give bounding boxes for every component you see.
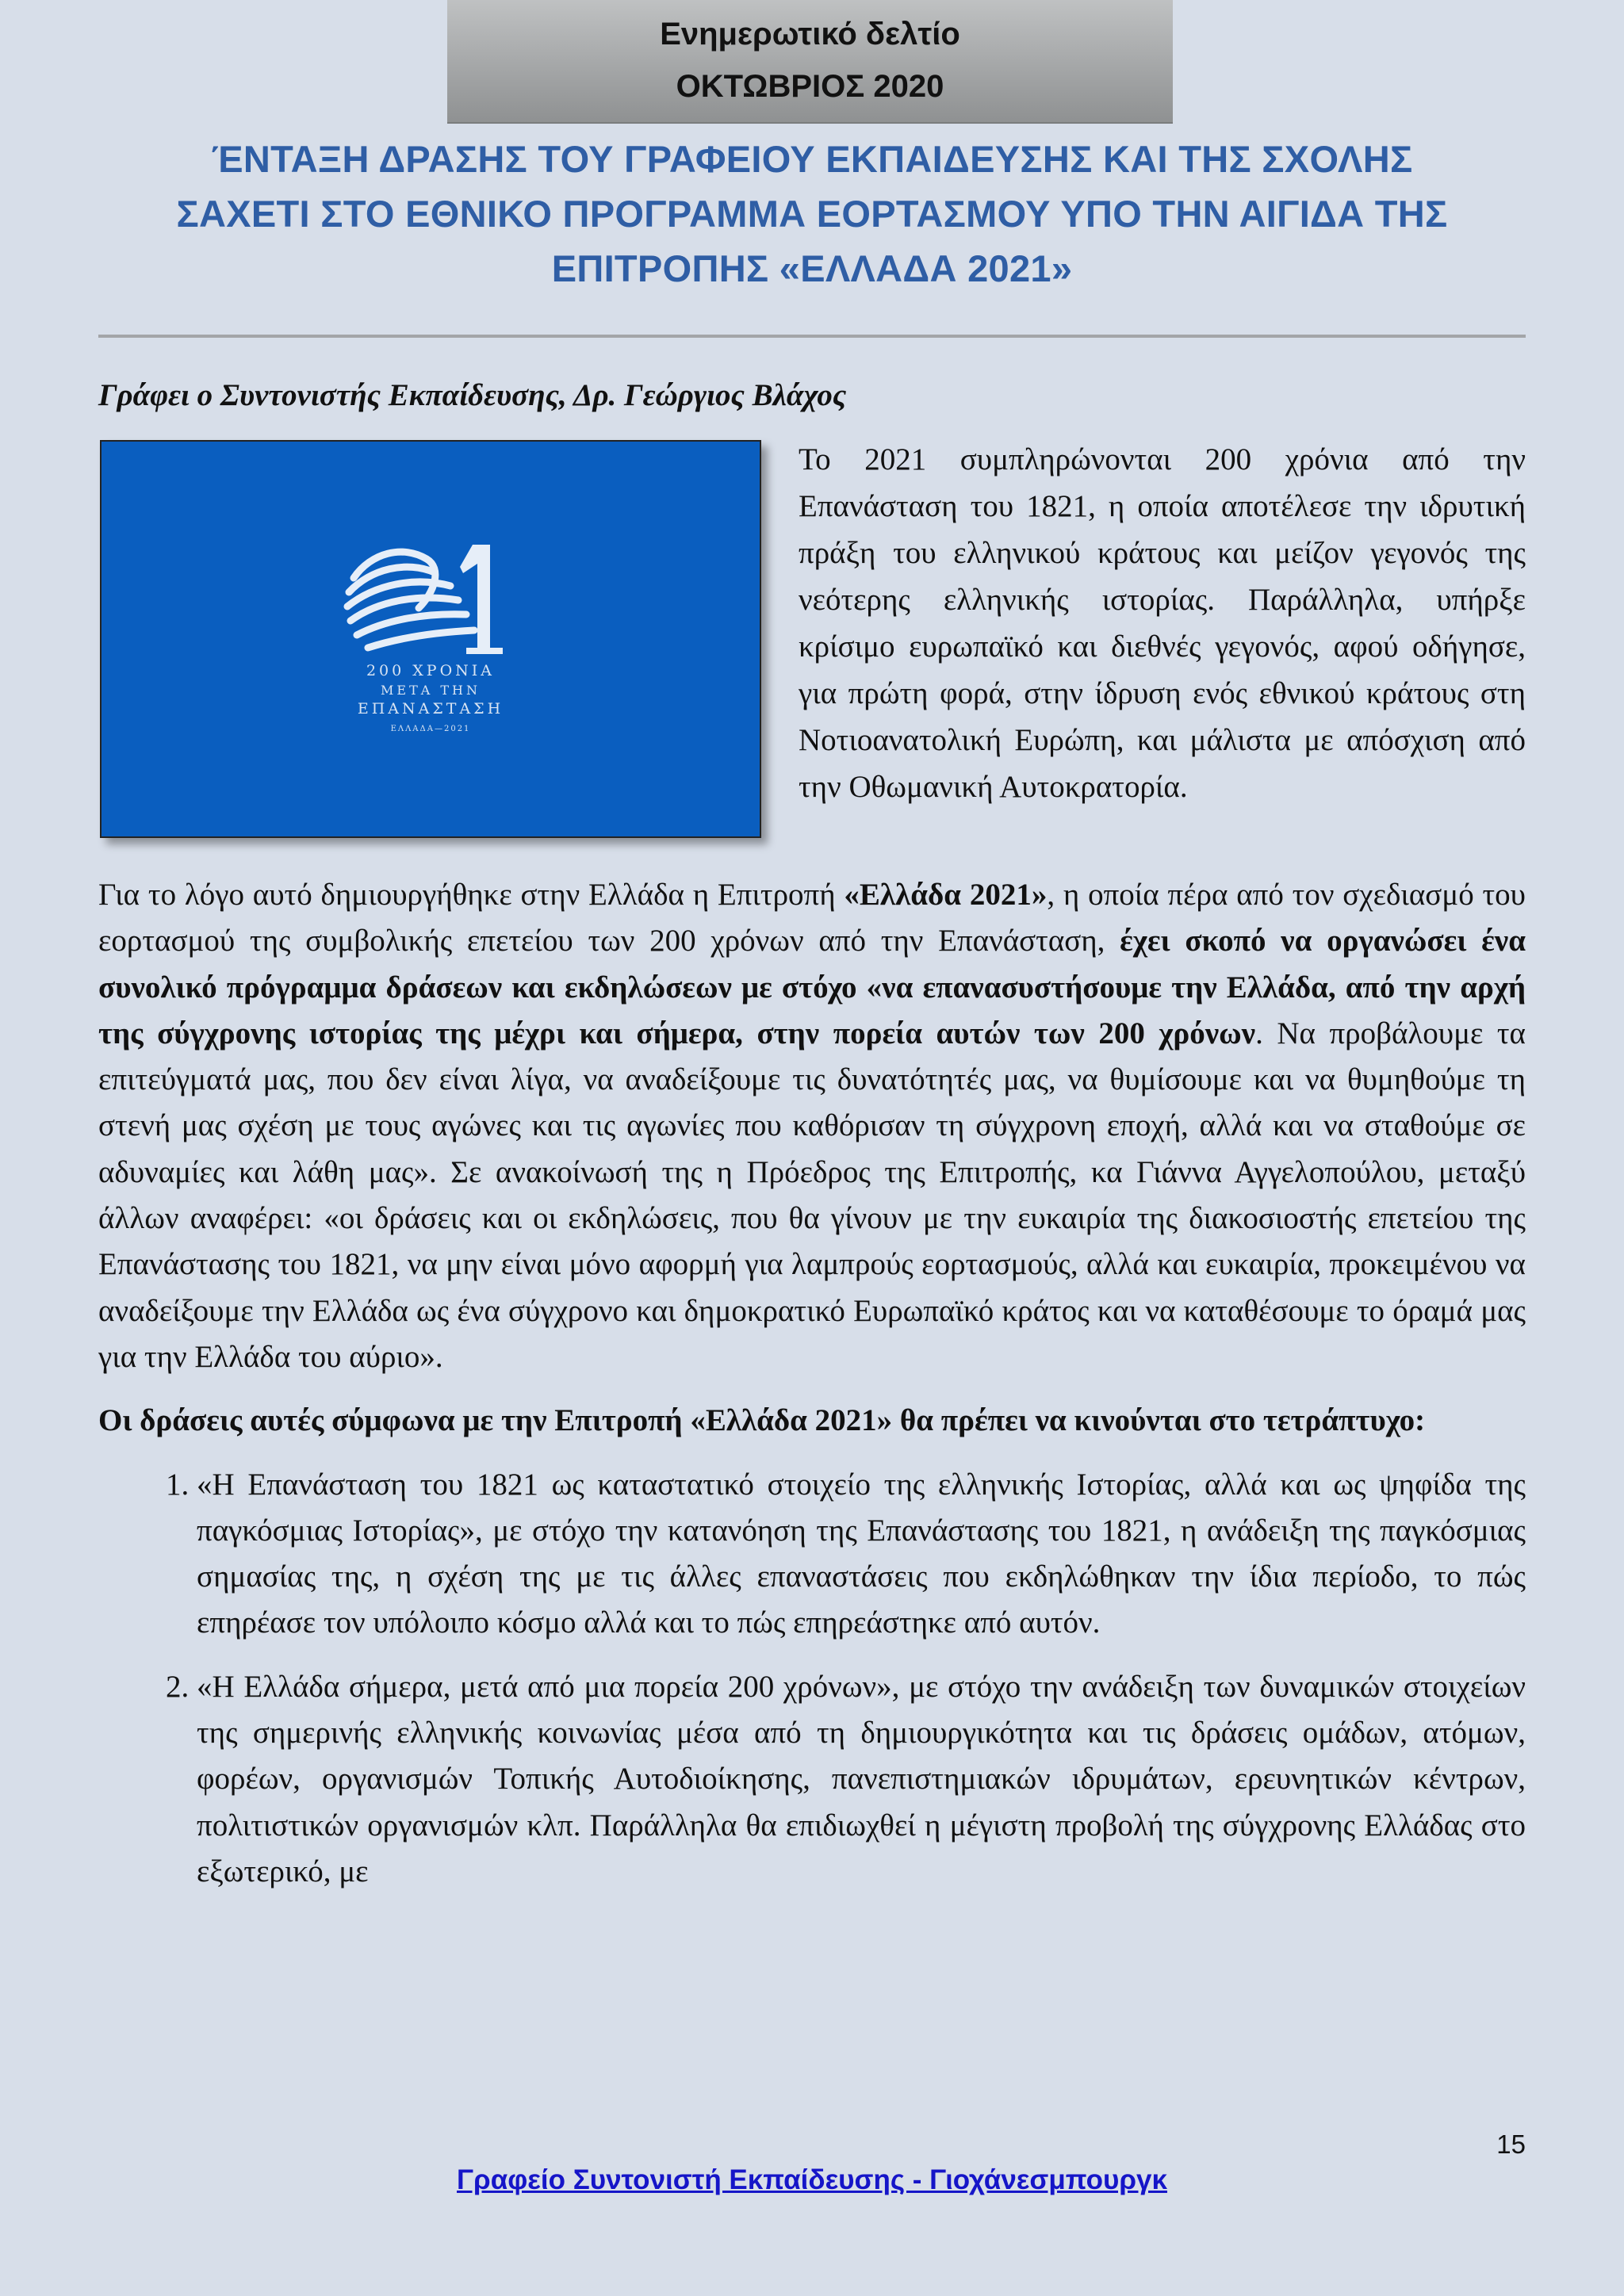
logo-text-line-1: 200 ΧΡΟΝΙΑ [366,662,496,679]
article-title [98,132,1526,296]
title-divider [98,335,1526,338]
newsletter-label: Ενημερωτικό δελτίο [660,17,960,52]
logo-text-line-3: ΕΠΑΝΑΣΤΑΣΗ [357,700,504,718]
article-body [98,872,1526,1912]
paragraph-bold: «Ελλάδα 2021» [844,878,1048,912]
paragraph-text: Για το λόγο αυτό δημιουργήθηκε στην Ελλάδα η Επιτροπή [98,878,845,912]
paragraph-text: . Να προβάλουμε τα επιτεύγματά μας, που δεν είναι λίγα, να αναδείξουμε τις δυνατότητές μας, να θυμίσουμε και να θυμηθούμε τη στενή μας σχέση με τους αγώνες και τις αγωνίες που καθόρισαν τη σύγχρονη εποχή, αλλά και να σταθούμε σε αδυναμίες και λάθη μας». Σε ανακοίνωσή της η Πρόεδρος της Επιτροπής, κα Γιάννα Αγγελοπούλου, μεταξύ άλλων αναφέρει: «οι δράσεις και οι εκδηλώσεις, που θα γίνουν με την ευκαιρία της διακοσιοστής επετείου της Επανάστασης του 1821, να μην είναι μόνο αφορμή για λαμπρούς εορτασμούς, αλλά και ευκαιρία, προκειμένου να αναδείξουμε την Ελλάδα ως ένα σύγχρονο και δημοκρατικό Ευρωπαϊκό κράτος και να καταθέσουμε το όραμά μας για την Ελλάδα του αύριο». [98,1016,1526,1374]
logo-text-line-2: ΜΕΤΑ ΤΗΝ [381,683,481,698]
paragraph-bold: έχει σκοπό να οργανώσει ένα συνολικό πρόγραμμα δράσεων και εκδηλώσεων με στόχο «να επανασυστήσουμε την Ελλάδα, από την αρχή της σύγχρονης ιστορίας της μέχρι και σήμερα, στην πορεία αυτών των 200 χρόνων [98,924,1526,1050]
actions-list [98,1462,1526,1896]
logo-text-line-4: ΕΛΛΑΔΑ—2021 [390,725,471,733]
list-item: 2. «Η Ελλάδα σήμερα, μετά από μια πορεία 200 χρόνων», με στόχο την ανάδειξη των δυναμικών στοιχείων της σημερινής ελληνικής κοινωνίας μέσα από τη δημιουργικότητα και τις δράσεις ομάδων, ατόμων, φορέων, οργανισμών Τοπικής Αυτοδιοίκησης, πανεπιστημιακών ιδρυμάτων, ερευνητικών κέντρων, πολιτιστικών οργανισμών κλπ. Παράλληλα θα επιδιωχθεί η μέγιστη προβολή της σύγχρονης Ελλάδας στο εξωτερικό, με [197,1664,1526,1895]
title-line-2: ΣΑΧΕΤΙ ΣΤΟ ΕΘΝΙΚΟ ΠΡΟΓΡΑΜΜΑ ΕΟΡΤΑΣΜΟΥ ΥΠΟ ΤΗΝ ΑΙΓΙΔΑ ΤΗΣ [176,193,1448,235]
number-21-logo-icon [339,537,522,656]
newsletter-date: ΟΚΤΩΒΡΙΟΣ 2020 [676,69,944,104]
title-line-3: ΕΠΙΤΡΟΠΗΣ «ΕΛΛΑΔΑ 2021» [551,247,1073,289]
author-line: Γράφει ο Συντονιστής Εκπαίδευσης, Δρ. Γεώργιος Βλάχος [98,378,847,412]
paragraph-tetraptych [98,1398,1526,1444]
paragraph-committee [98,872,1526,1380]
intro-paragraph: Το 2021 συμπληρώνονται 200 χρόνια από την Επανάσταση του 1821, η οποία αποτέλεσε την ιδρυτική πράξη του ελληνικού κράτους και μείζον γεγονός της νεότερης ελληνικής ιστορίας. Παράλληλα, υπήρξε κρίσιμο ευρωπαϊκό και διεθνές γεγονός, αφού οδήγησε, για πρώτη φορά, στην ίδρυση ενός εθνικού κράτους στη Νοτιοανατολική Ευρώπη, και μάλιστα με απόσχιση από την Οθωμανική Αυτοκρατορία. [799,442,1526,804]
newsletter-header [447,0,1173,124]
paragraph-text: , η οποία πέρα από τον σχεδιασμό του εορτασμού της συμβολικής επετείου των 200 χρόνων από την Επανάσταση, [98,878,1526,959]
paragraph-bold: Οι δράσεις αυτές σύμφωνα με την Επιτροπή «Ελλάδα 2021» θα πρέπει να κινούνται στο τετράπτυχο: [98,1403,1426,1438]
greece-2021-logo-image [100,440,761,838]
footer-link[interactable]: Γραφείο Συντονιστή Εκπαίδευσης - Γιοχάνεσμπουργκ [457,2164,1167,2195]
title-line-1: ΈΝΤΑΞΗ ΔΡΑΣΗΣ ΤΟΥ ΓΡΑΦΕΙΟΥ ΕΚΠΑΙΔΕΥΣΗΣ ΚΑΙ ΤΗΣ ΣΧΟΛΗΣ [211,138,1413,180]
page-number: 15 [1496,2130,1526,2159]
list-item: 1. «Η Επανάσταση του 1821 ως καταστατικό στοιχείο της ελληνικής Ιστορίας, αλλά και ως ψηφίδα της παγκόσμιας Ιστορίας», με στόχο την κατανόηση της Επανάστασης του 1821, η ανάδειξη της παγκόσμιας σημασίας της, η σχέση της με τις άλλες επαναστάσεις που εκδηλώθηκαν την ίδια περίοδο, το πώς επηρέασε τον υπόλοιπο κόσμο αλλά και το πώς επηρεάστηκε από αυτόν. [197,1462,1526,1647]
